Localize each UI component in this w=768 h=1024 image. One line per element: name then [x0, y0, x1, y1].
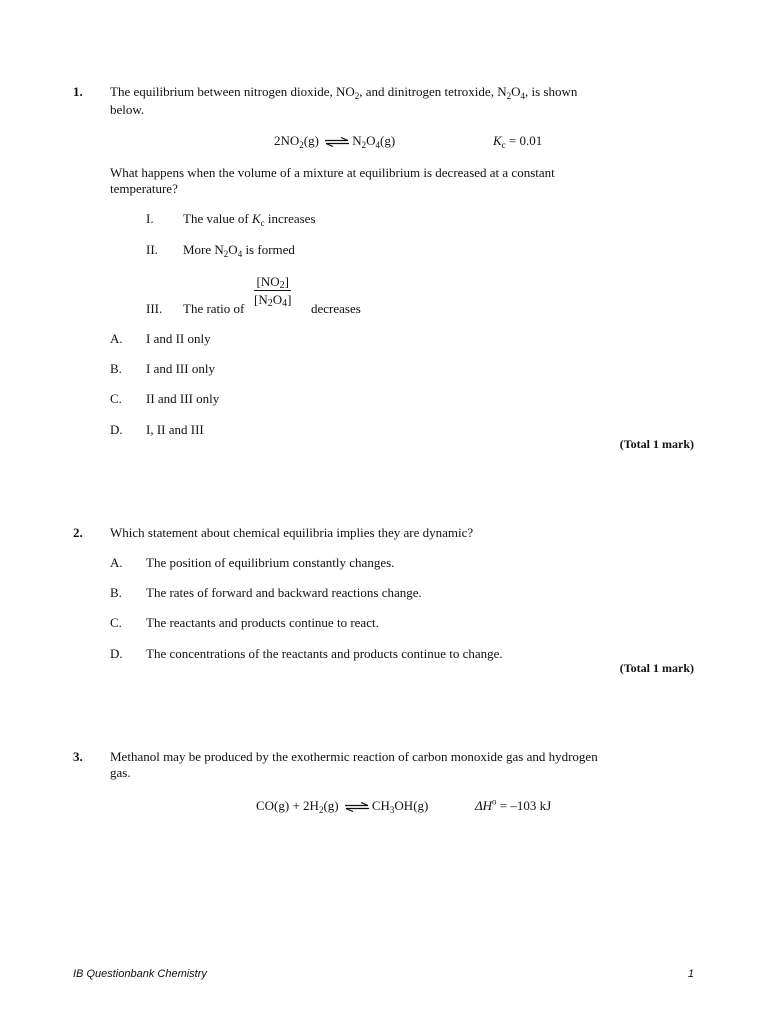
q1-option-c-text: II and III only	[146, 391, 220, 406]
question-1-kc: $K_c = 0.01$	[493, 133, 543, 150]
question-1-prompt-line2: temperature?	[110, 181, 178, 196]
q2-option-b-letter: B.	[110, 585, 122, 600]
q2-option-d-text: The concentrations of the reactants and products continue to change.	[146, 646, 503, 661]
question-3-enthalpy: $\Delta H^o = -103$ kJ	[475, 796, 552, 813]
question-3-number: 3.	[73, 749, 83, 764]
concentration-ratio-fraction	[254, 274, 291, 307]
q1-option-d-text: I, II and III	[146, 422, 204, 437]
question-2-stem: Which statement about chemical equilibria implies they are dynamic?	[110, 525, 474, 540]
equilibrium-arrow-icon	[324, 137, 350, 147]
q1-option-d-letter: D.	[110, 422, 123, 437]
statement-1-numeral: I.	[146, 211, 154, 226]
question-2-number: 2.	[73, 525, 83, 540]
question-1-number: 1.	[73, 84, 83, 99]
statement-2-text: More $N_2O_4$ is formed	[183, 242, 295, 259]
question-3-stem-line2: gas.	[110, 765, 131, 780]
question-1-equation: $2NO_2(g)$ $N_2O_4(g)$	[274, 133, 396, 150]
q2-option-a-letter: A.	[110, 555, 123, 570]
q2-option-b-text: The rates of forward and backward reactions change.	[146, 585, 422, 600]
question-3-stem: Methanol may be produced by the exothermic reaction of carbon monoxide gas and hydrogen	[110, 749, 598, 764]
q1-option-c-letter: C.	[110, 391, 122, 406]
q1-option-b-letter: B.	[110, 361, 122, 376]
q2-total-marks: (Total 1 mark)	[619, 661, 694, 675]
footer-source: IB Questionbank Chemistry	[73, 968, 207, 980]
statement-1-text: The value of $K_c$ increases	[183, 211, 316, 228]
q1-total-marks: (Total 1 mark)	[619, 437, 694, 451]
statement-3-text: The ratio of	[183, 301, 245, 316]
q1-option-b-text: I and III only	[146, 361, 215, 376]
equilibrium-arrow-icon	[344, 802, 370, 812]
statement-3-text-end: decreases	[311, 301, 361, 316]
q1-option-a-text: I and II only	[146, 331, 211, 346]
q2-option-c-letter: C.	[110, 615, 122, 630]
q2-option-c-text: The reactants and products continue to react.	[146, 615, 379, 630]
fraction-numerator: [NO2]	[254, 274, 291, 291]
fraction-denominator: [N2O4]	[254, 292, 292, 309]
question-3-equation: $CO(g) + 2H_2(g)$ $CH_3OH(g)$	[256, 798, 429, 815]
question-1-stem-line2: below.	[110, 102, 145, 117]
statement-3-numeral: III.	[146, 301, 163, 316]
statement-2-numeral: II.	[146, 242, 158, 257]
q2-option-d-letter: D.	[110, 646, 123, 661]
q1-option-a-letter: A.	[110, 331, 123, 346]
question-1-stem: The equilibrium between nitrogen dioxide, $NO_2$, and dinitrogen tetroxide, $N_2O_4$, is shown	[110, 84, 578, 101]
question-1-prompt: What happens when the volume of a mixture at equilibrium is decreased at a constant	[110, 165, 555, 180]
footer-page-number: 1	[687, 968, 694, 980]
q2-option-a-text: The position of equilibrium constantly changes.	[146, 555, 395, 570]
